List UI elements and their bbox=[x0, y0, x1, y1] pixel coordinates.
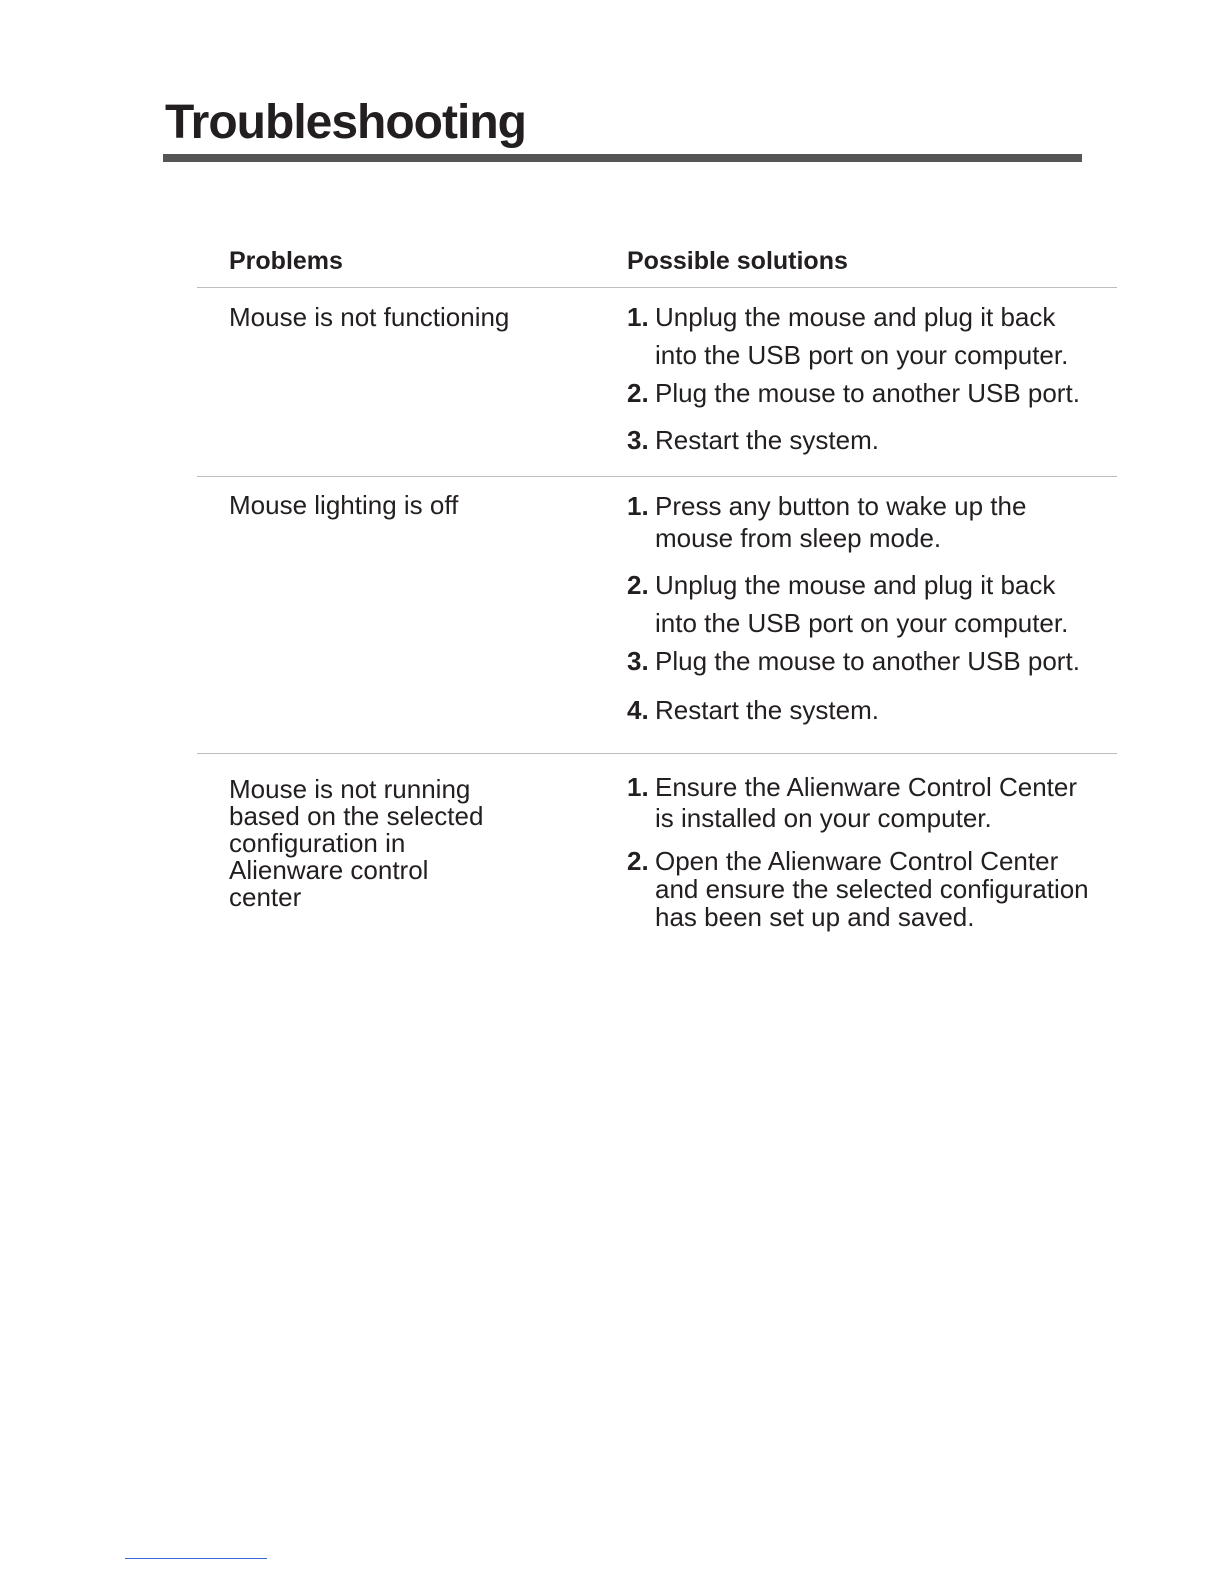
solution-item bbox=[627, 772, 1097, 834]
header-divider bbox=[197, 287, 1117, 288]
solution-text: Restart the system. bbox=[655, 695, 879, 725]
solution-item bbox=[627, 566, 1097, 642]
solution-item bbox=[627, 421, 1097, 459]
row-divider bbox=[197, 476, 1117, 477]
solution-item bbox=[627, 298, 1097, 374]
solution-text: Plug the mouse to another USB port. bbox=[655, 378, 1080, 408]
solution-item bbox=[627, 847, 1097, 931]
problem-cell: Mouse is not functioning bbox=[229, 302, 510, 332]
footer-link-underline bbox=[125, 1558, 267, 1559]
solution-number: 3. bbox=[627, 646, 649, 676]
solution-number: 1. bbox=[627, 772, 649, 802]
solution-list bbox=[627, 772, 1097, 931]
solution-text: Unplug the mouse and plug it back into the USB port on your computer. bbox=[655, 570, 1069, 638]
solution-number: 2. bbox=[627, 846, 649, 876]
solutions-column-header: Possible solutions bbox=[627, 247, 848, 275]
page-title: Troubleshooting bbox=[165, 96, 526, 149]
solution-text: Unplug the mouse and plug it back into the USB port on your computer. bbox=[655, 302, 1069, 370]
solution-text: Press any button to wake up the mouse from sleep mode. bbox=[655, 491, 1027, 553]
problem-cell: Mouse lighting is off bbox=[229, 490, 459, 520]
row-divider bbox=[197, 753, 1117, 754]
solution-item bbox=[627, 490, 1097, 554]
solution-list bbox=[627, 298, 1097, 459]
problem-cell: Mouse is not running based on the selected configuration in Alienware control center bbox=[229, 774, 484, 912]
solution-text: Plug the mouse to another USB port. bbox=[655, 646, 1080, 676]
solution-list bbox=[627, 490, 1097, 729]
solution-item bbox=[627, 642, 1097, 680]
title-underline bbox=[163, 154, 1082, 162]
problems-column-header: Problems bbox=[229, 247, 343, 275]
solution-text: Ensure the Alienware Control Center is installed on your computer. bbox=[655, 772, 1078, 833]
solution-number: 2. bbox=[627, 570, 649, 600]
solution-text: Open the Alienware Control Center and ensure the selected configuration has been set up and saved. bbox=[655, 846, 1089, 932]
solution-number: 2. bbox=[627, 378, 649, 408]
solution-item bbox=[627, 691, 1097, 729]
solution-number: 3. bbox=[627, 425, 649, 455]
solution-number: 1. bbox=[627, 302, 649, 332]
solution-number: 4. bbox=[627, 695, 649, 725]
solution-number: 1. bbox=[627, 491, 649, 521]
solution-item bbox=[627, 374, 1097, 412]
solution-text: Restart the system. bbox=[655, 425, 879, 455]
